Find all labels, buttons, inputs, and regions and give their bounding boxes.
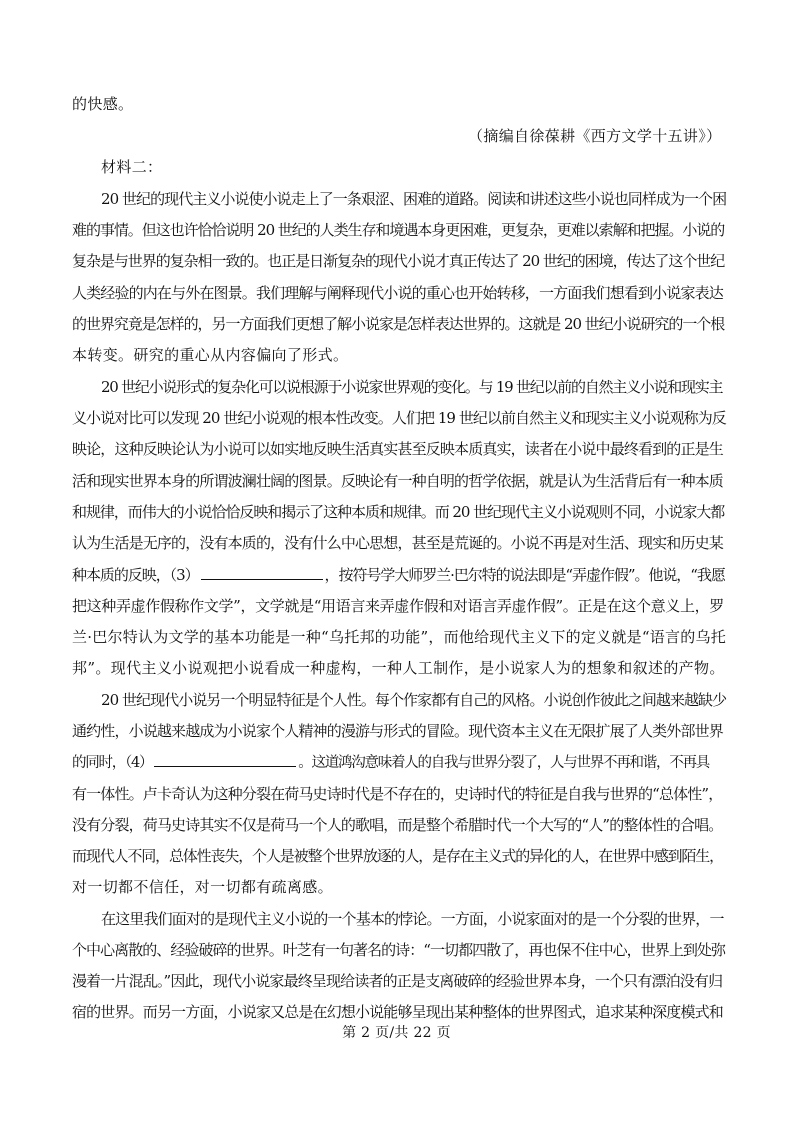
paragraph-line: 而现代人不同，总体性丧失，个人是被整个世界放逐的人，是存在主义式的异化的人，在世界中感到陌生，: [72, 847, 723, 865]
blank-line-after: ，按符号学大师罗兰·巴尔特的说法即是“弄虚作假”。他说，“我愿: [324, 566, 725, 584]
paragraph-line: 没有分裂，荷马史诗其实不仅是荷马一个人的歌唱，而是整个希腊时代一个大写的“人”的整体性的合唱。: [72, 816, 723, 834]
paragraph-line: 义小说对比可以发现 20 世纪小说观的根本性改变。人们把 19 世纪以前自然主义和现实主义小说观称为反: [72, 409, 726, 427]
paragraph-line: 难的事情。但这也许恰恰说明 20 世纪的人类生存和境遇本身更困难，更复杂，更难以索解和把握。小说的: [72, 221, 725, 239]
paragraph-line: 20 世纪现代小说另一个明显特征是个人性。每个作家都有自己的风格。小说创作彼此之间越来越缺少: [101, 691, 727, 709]
source-note: （摘编自徐葆耕《西方文学十五讲》）: [468, 127, 722, 145]
paragraph-line: 认为生活是无序的，没有本质的，没有什么中心思想，甚至是荒诞的。小说不再是对生活、现实和历史某: [72, 534, 723, 552]
paragraph-line: 兰·巴尔特认为文学的基本功能是一种“乌托邦的功能”，而他给现代主义下的定义就是“语言的乌托: [72, 628, 727, 646]
answer-blank-3[interactable]: [201, 565, 323, 580]
paragraph-line: 复杂是与世界的复杂相一致的。也正是日渐复杂的现代小说才真正传达了 20 世纪的困境，传达了这个世纪: [72, 252, 725, 270]
blank-line-before: 种本质的反映，（3）: [72, 566, 199, 584]
paragraph-line: 在这里我们面对的是现代主义小说的一个基本的悖论。一方面，小说家面对的是一个分裂的世界，一: [101, 910, 724, 928]
section-heading: 材料二：: [101, 158, 163, 176]
paragraph-line: 个中心离散的、经验破碎的世界。叶芝有一句著名的诗：“一切都四散了，再也保不住中心，世界上到处弥: [72, 941, 726, 959]
paragraph-line: 对一切都不信任，对一切都有疏离感。: [72, 878, 333, 896]
paragraph-line: 有一体性。卢卡奇认为这种分裂在荷马史诗时代是不存在的，史诗时代的特征是自我与世界的“总体性”，: [72, 785, 723, 803]
paragraph-line: 20 世纪的现代主义小说使小说走上了一条艰涩、困难的道路。阅读和讲述这些小说也同样成为一个困: [101, 190, 727, 208]
blank-line-before: 的同时，（4）: [72, 755, 153, 771]
paragraph-line: 邦”。现代主义小说观把小说看成一种虚构，一种人工制作，是小说家人为的想象和叙述的产物。: [72, 659, 725, 677]
paragraph-line: 宿的世界。而另一方面，小说家又总是在幻想小说能够呈现出某种整体的世界图式，追求某种深度模式和: [72, 1003, 723, 1021]
carryover-line: 的快感。: [72, 95, 134, 113]
paragraph-line: 的世界究竟是怎样的，另一方面我们更想了解小说家是怎样表达世界的。这就是 20 世纪小说研究的一个根: [72, 315, 725, 333]
blank-line-after: 。这道鸿沟意味着人的自我与世界分裂了，人与世界不再和谐，不再具: [298, 755, 709, 771]
paragraph-line: 人类经验的内在与外在图景。我们理解与阐释现代小说的重心也开始转移，一方面我们想看到小说家表达: [72, 284, 723, 302]
paragraph-line: 漫着一片混乱。”因此，现代小说家最终呈现给读者的正是支离破碎的经验世界本身，一个只有漂泊没有归: [72, 972, 723, 990]
paragraph-line: 本转变。研究的重心从内容偏向了形式。: [72, 346, 349, 364]
fill-blank-line-3: [72, 565, 725, 585]
paragraph-line: 通约性，小说越来越成为小说家个人精神的漫游与形式的冒险。现代资本主义在无限扩展了人类外部世界: [72, 722, 723, 740]
answer-blank-4[interactable]: [154, 752, 296, 767]
paragraph-line: 映论，这种反映论认为小说可以如实地反映生活真实甚至反映本质真实，读者在小说中最终看到的正是生: [72, 440, 723, 458]
paragraph-line: 20 世纪小说形式的复杂化可以说根源于小说家世界观的变化。与 19 世纪以前的自然主义小说和现实主: [101, 378, 723, 396]
paragraph-line: 和规律，而伟大的小说恰恰反映和揭示了这种本质和规律。而 20 世纪现代主义小说观则不同，小说家大都: [72, 503, 725, 521]
page-footer: 第 2 页/共 22 页: [342, 1025, 451, 1041]
fill-blank-line-4: [72, 752, 709, 773]
paragraph-line: 活和现实世界本身的所谓波澜壮阔的图景。反映论有一种自明的哲学依据，就是认为生活背后有一种本质: [72, 472, 723, 490]
paragraph-line: 把这种弄虚作假称作文学”，文学就是“用语言来弄虚作假和对语言弄虚作假”。正是在这个意义上，罗: [72, 597, 724, 615]
